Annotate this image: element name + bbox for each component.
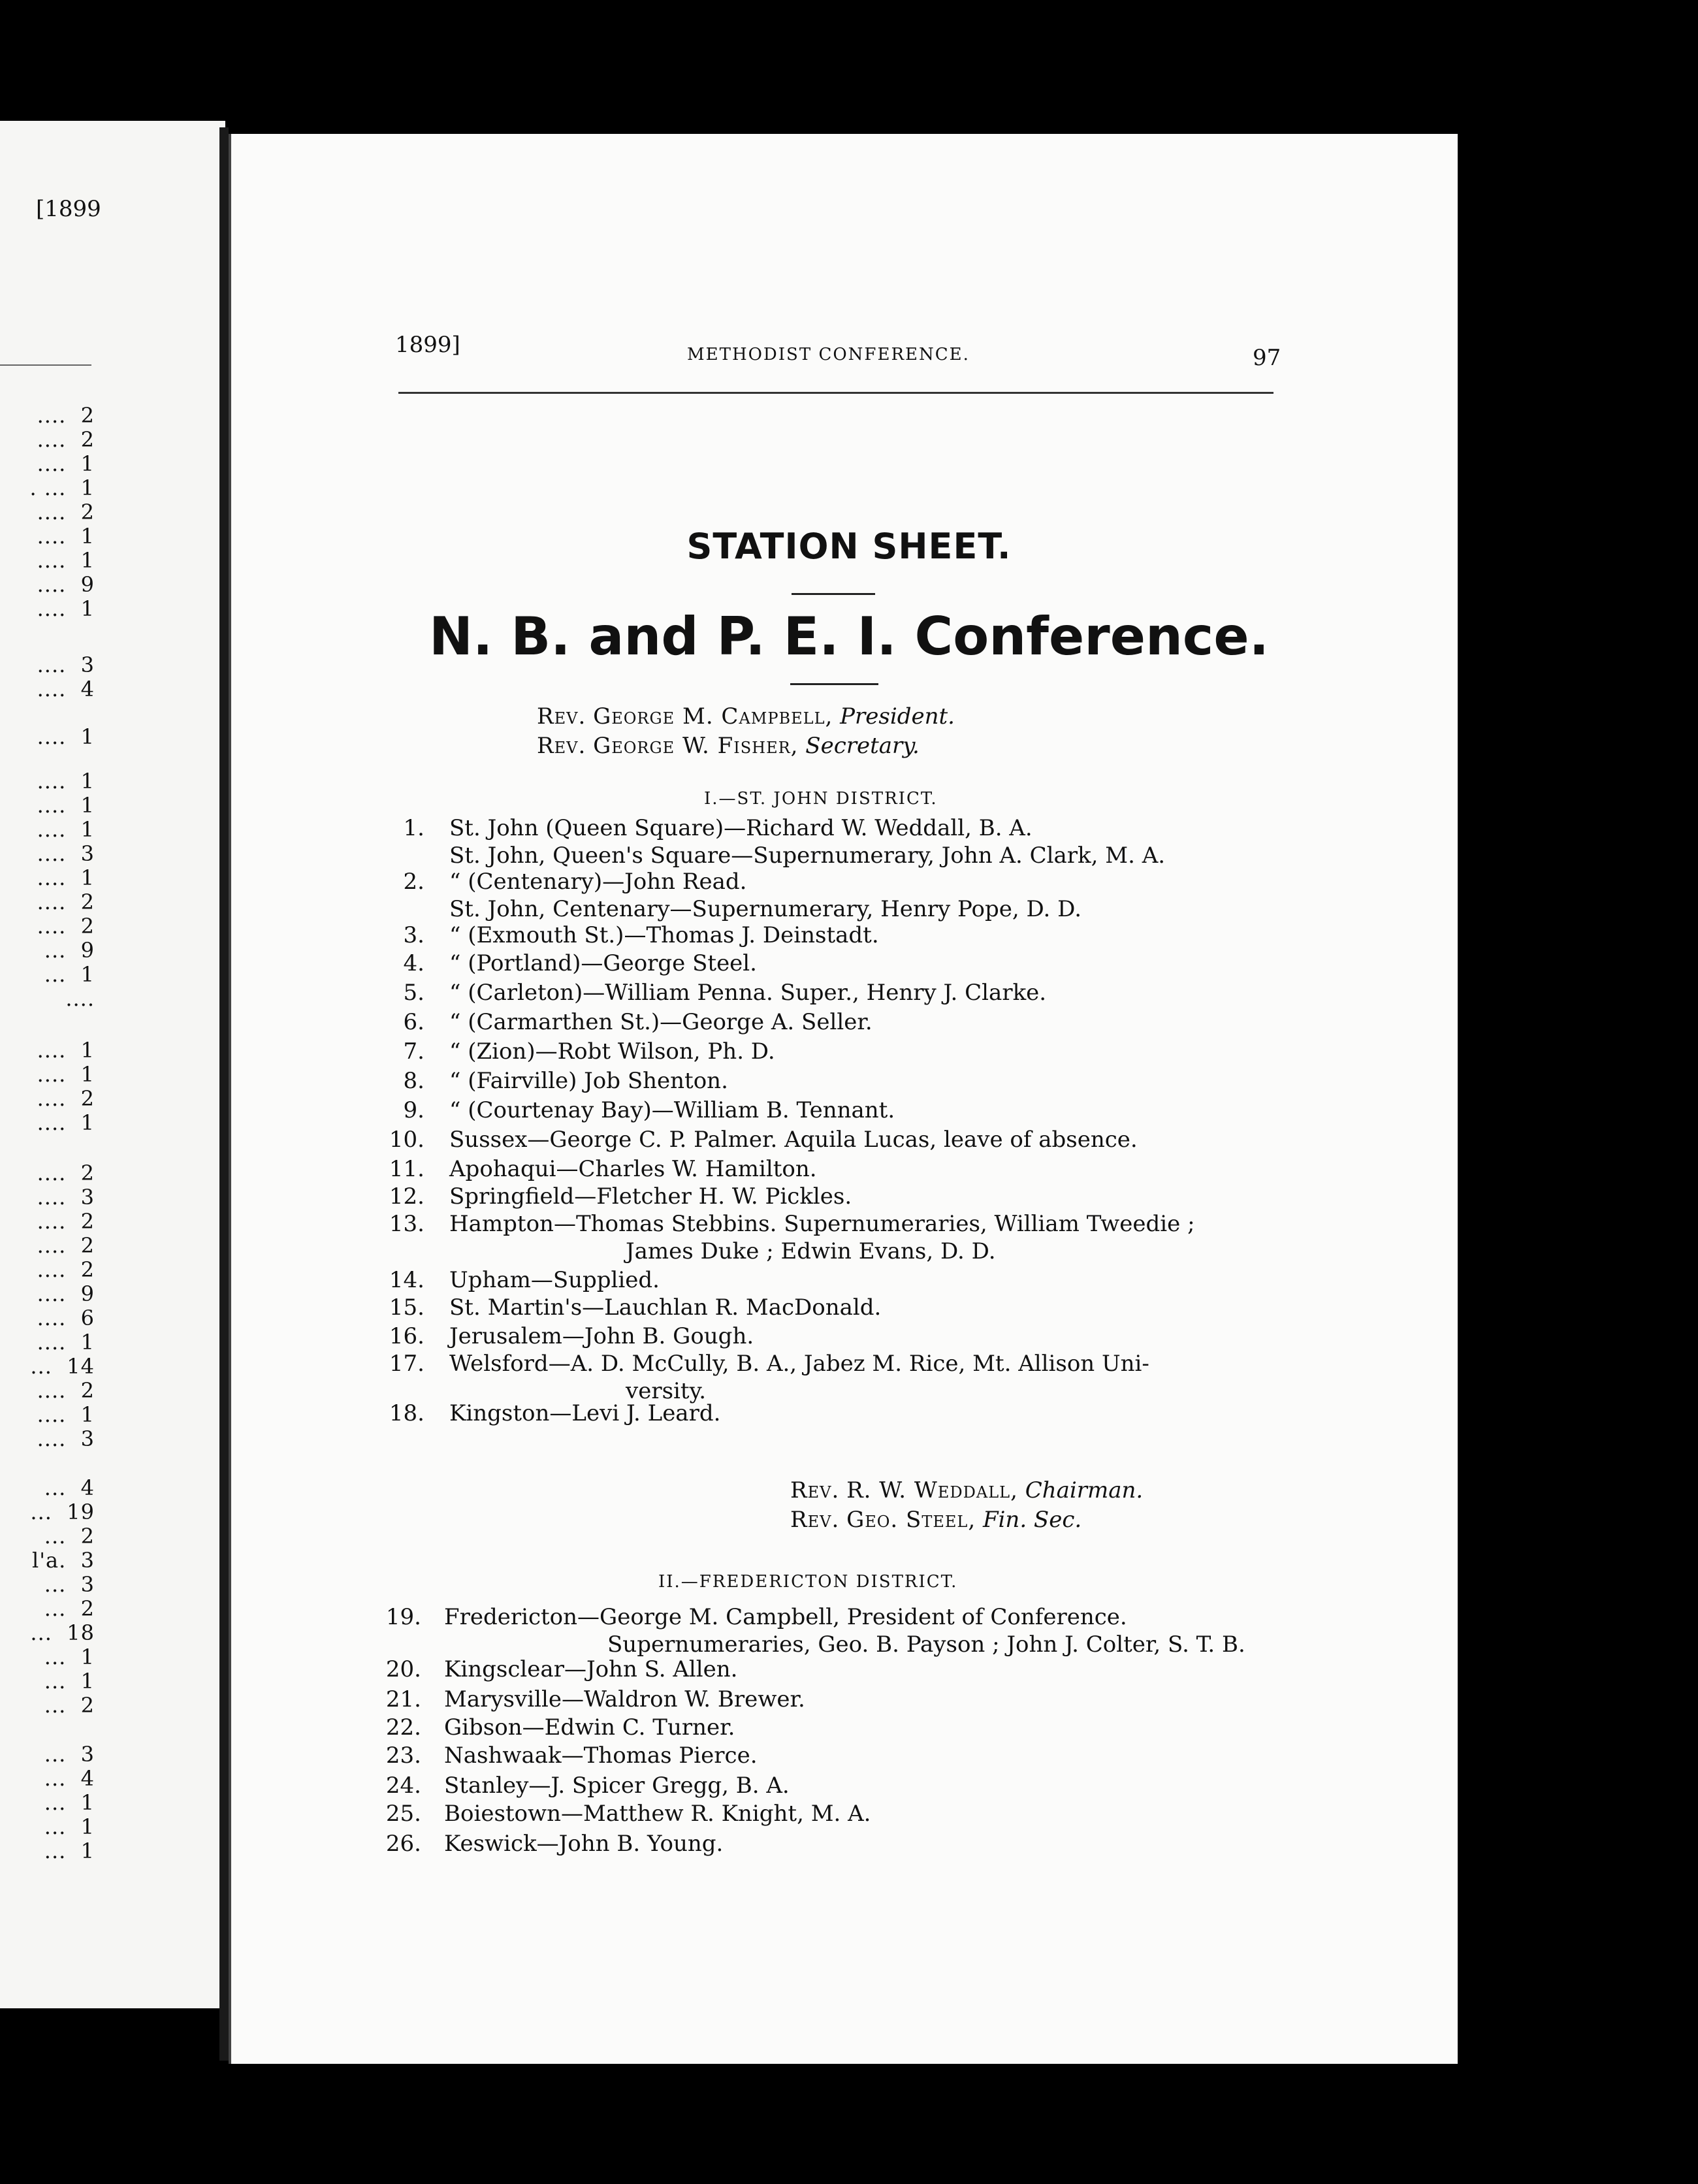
station-entry-line: “ (Fairville) Job Shenton. xyxy=(449,1068,728,1094)
header-rule xyxy=(398,392,1274,394)
left-tally-row: ... 3 xyxy=(44,1742,95,1767)
left-tally-row: ... 4 xyxy=(44,1475,95,1500)
station-entry-line: Gibson—Edwin C. Turner. xyxy=(444,1714,735,1741)
left-tally-row: ... 3 xyxy=(44,1572,95,1597)
header-year: 1899] xyxy=(395,332,460,358)
left-tally-row: ... 1 xyxy=(44,1669,95,1694)
conference-title: N. B. and P. E. I. Conference. xyxy=(429,606,1269,667)
running-title: METHODIST CONFERENCE. xyxy=(687,345,970,364)
left-tally-row: .... 1 xyxy=(37,1062,95,1087)
left-tally-row: .... 2 xyxy=(37,1378,95,1403)
left-tally-row: .... 6 xyxy=(37,1306,95,1330)
station-number: 6. xyxy=(403,1009,424,1035)
station-number: 2. xyxy=(403,869,424,895)
left-tally-row: ... 18 xyxy=(30,1620,95,1645)
station-sheet-title: STATION SHEET. xyxy=(686,526,1012,567)
station-entry-line: Hampton—Thomas Stebbins. Supernumeraries, William Tweedie ; xyxy=(449,1211,1195,1237)
station-entry-line: “ (Carleton)—William Penna. Super., Henry J. Clarke. xyxy=(449,980,1047,1006)
station-number: 20. xyxy=(385,1656,421,1682)
station-entry-line: Nashwaak—Thomas Pierce. xyxy=(444,1742,758,1769)
left-tally-row: .... 1 xyxy=(37,596,95,621)
officer-secretary: Rev. George W. Fisher, Secretary. xyxy=(537,733,920,759)
title-rule xyxy=(792,593,875,595)
left-tally-row: .... 1 xyxy=(37,865,95,890)
left-tally-row: .... 1 xyxy=(37,1402,95,1427)
station-number: 14. xyxy=(389,1267,424,1293)
station-entry-line: St. Martin's—Lauchlan R. MacDonald. xyxy=(449,1294,882,1321)
station-entry-line: Kingsclear—John S. Allen. xyxy=(444,1656,738,1682)
station-entry-line: “ (Courtenay Bay)—William B. Tennant. xyxy=(449,1097,895,1123)
left-tally-row: ... 2 xyxy=(44,1693,95,1718)
station-entry-line: versity. xyxy=(626,1378,707,1404)
district-2-title: II.—FREDERICTON DISTRICT. xyxy=(658,1572,958,1592)
left-tally-row: ... 19 xyxy=(30,1500,95,1524)
station-number: 15. xyxy=(389,1294,424,1321)
left-tally-row: .... 2 xyxy=(37,1161,95,1185)
left-tally-row: .... xyxy=(65,986,95,1011)
left-tally-row: .... 3 xyxy=(37,1185,95,1210)
station-number: 17. xyxy=(389,1351,424,1377)
left-tally-row: .... 1 xyxy=(37,817,95,842)
station-entry-line: “ (Zion)—Robt Wilson, Ph. D. xyxy=(449,1038,775,1065)
station-entry-line: “ (Centenary)—John Read. xyxy=(449,869,747,895)
station-number: 25. xyxy=(385,1801,421,1827)
station-entry-line: Boiestown—Matthew R. Knight, M. A. xyxy=(444,1801,871,1827)
left-tally-row: ... 1 xyxy=(44,1814,95,1839)
page-number: 97 xyxy=(1253,345,1281,371)
left-tally-row: .... 1 xyxy=(37,1330,95,1355)
left-tally-row: ... 2 xyxy=(44,1596,95,1621)
station-entry-line: “ (Exmouth St.)—Thomas J. Deinstadt. xyxy=(449,922,879,948)
station-entry-line: St. John (Queen Square)—Richard W. Weddall, B. A. xyxy=(449,815,1033,841)
station-number: 23. xyxy=(385,1742,421,1769)
station-entry-line: Welsford—A. D. McCully, B. A., Jabez M. Rice, Mt. Allison Uni- xyxy=(449,1351,1149,1377)
left-tally-row: ... 1 xyxy=(44,1839,95,1863)
left-tally-row: .... 2 xyxy=(37,403,95,428)
station-entry-line: “ (Portland)—George Steel. xyxy=(449,950,757,976)
left-tally-row: .... 3 xyxy=(37,841,95,866)
left-page-year: [1899 xyxy=(36,196,101,222)
left-tally-row: ... 4 xyxy=(44,1766,95,1791)
left-tally-row: .... 3 xyxy=(37,1426,95,1451)
left-tally-row: .... 1 xyxy=(37,769,95,794)
left-tally-row: .... 1 xyxy=(37,1110,95,1135)
left-tally-row: ... 1 xyxy=(44,1645,95,1669)
station-number: 8. xyxy=(403,1068,424,1094)
left-tally-row: .... 2 xyxy=(37,1086,95,1111)
station-number: 3. xyxy=(403,922,424,948)
left-page-rule xyxy=(0,364,91,366)
station-entry-line: Upham—Supplied. xyxy=(449,1267,660,1293)
left-tally-row: ... 2 xyxy=(44,1524,95,1549)
station-entry-line: Stanley—J. Spicer Gregg, B. A. xyxy=(444,1773,790,1799)
station-number: 11. xyxy=(389,1156,424,1182)
left-tally-row: .... 2 xyxy=(37,500,95,524)
station-number: 24. xyxy=(385,1773,421,1799)
station-number: 16. xyxy=(389,1323,424,1349)
station-number: 26. xyxy=(385,1831,421,1857)
station-entry-line: Supernumeraries, Geo. B. Payson ; John J. Colter, S. T. B. xyxy=(607,1631,1245,1658)
station-number: 22. xyxy=(385,1714,421,1741)
left-tally-row: .... 2 xyxy=(37,890,95,914)
left-tally-row: .... 2 xyxy=(37,914,95,939)
left-tally-row: ... 1 xyxy=(44,962,95,987)
station-entry-line: “ (Carmarthen St.)—George A. Seller. xyxy=(449,1009,873,1035)
station-entry-line: St. John, Queen's Square—Supernumerary, John A. Clark, M. A. xyxy=(449,843,1166,869)
left-tally-row: .... 1 xyxy=(37,793,95,818)
station-entry-line: Keswick—John B. Young. xyxy=(444,1831,724,1857)
station-number: 21. xyxy=(385,1686,421,1712)
district-1-title: I.—ST. JOHN DISTRICT. xyxy=(704,789,938,809)
left-tally-row: .... 9 xyxy=(37,1281,95,1306)
left-tally-row: .... 9 xyxy=(37,572,95,597)
station-number: 13. xyxy=(389,1211,424,1237)
station-entry-line: Sussex—George C. P. Palmer. Aquila Lucas, leave of absence. xyxy=(449,1127,1138,1153)
station-entry-line: Kingston—Levi J. Leard. xyxy=(449,1400,721,1426)
left-tally-row: .... 1 xyxy=(37,724,95,749)
station-number: 12. xyxy=(389,1183,424,1210)
conference-rule xyxy=(790,683,878,685)
officer-president: Rev. George M. Campbell, President. xyxy=(537,703,955,730)
left-tally-row: .... 3 xyxy=(37,652,95,677)
left-tally-row: .... 2 xyxy=(37,1257,95,1282)
left-tally-row: . ... 1 xyxy=(29,475,95,500)
station-entry-line: Jerusalem—John B. Gough. xyxy=(449,1323,754,1349)
left-tally-row: .... 4 xyxy=(37,677,95,701)
district-1-fin-sec: Rev. Geo. Steel, Fin. Sec. xyxy=(790,1507,1082,1533)
left-tally-row: .... 2 xyxy=(37,427,95,452)
station-entry-line: James Duke ; Edwin Evans, D. D. xyxy=(626,1238,996,1264)
station-number: 9. xyxy=(403,1097,424,1123)
station-entry-line: Marysville—Waldron W. Brewer. xyxy=(444,1686,805,1712)
left-tally-row: .... 1 xyxy=(37,524,95,549)
station-number: 18. xyxy=(389,1400,424,1426)
left-tally-row: l'a. 3 xyxy=(32,1548,95,1573)
station-number: 5. xyxy=(403,980,424,1006)
left-tally-row: .... 2 xyxy=(37,1233,95,1258)
left-tally-row: ... 9 xyxy=(44,938,95,963)
station-number: 10. xyxy=(389,1127,424,1153)
left-tally-row: .... 1 xyxy=(37,1038,95,1063)
station-number: 4. xyxy=(403,950,424,976)
station-number: 1. xyxy=(403,815,424,841)
left-tally-row: .... 2 xyxy=(37,1209,95,1234)
station-number: 7. xyxy=(403,1038,424,1065)
station-entry-line: Springfield—Fletcher H. W. Pickles. xyxy=(449,1183,852,1210)
left-tally-row: ... 14 xyxy=(30,1354,95,1379)
station-entry-line: Apohaqui—Charles W. Hamilton. xyxy=(449,1156,817,1182)
left-tally-row: .... 1 xyxy=(37,451,95,476)
station-entry-line: Fredericton—George M. Campbell, President of Conference. xyxy=(444,1604,1127,1630)
station-entry-line: St. John, Centenary—Supernumerary, Henry Pope, D. D. xyxy=(449,896,1082,922)
station-number: 19. xyxy=(385,1604,421,1630)
left-tally-row: .... 1 xyxy=(37,548,95,573)
left-tally-row: ... 1 xyxy=(44,1790,95,1815)
district-1-chairman: Rev. R. W. Weddall, Chairman. xyxy=(790,1477,1144,1503)
book-spine xyxy=(219,127,229,2061)
